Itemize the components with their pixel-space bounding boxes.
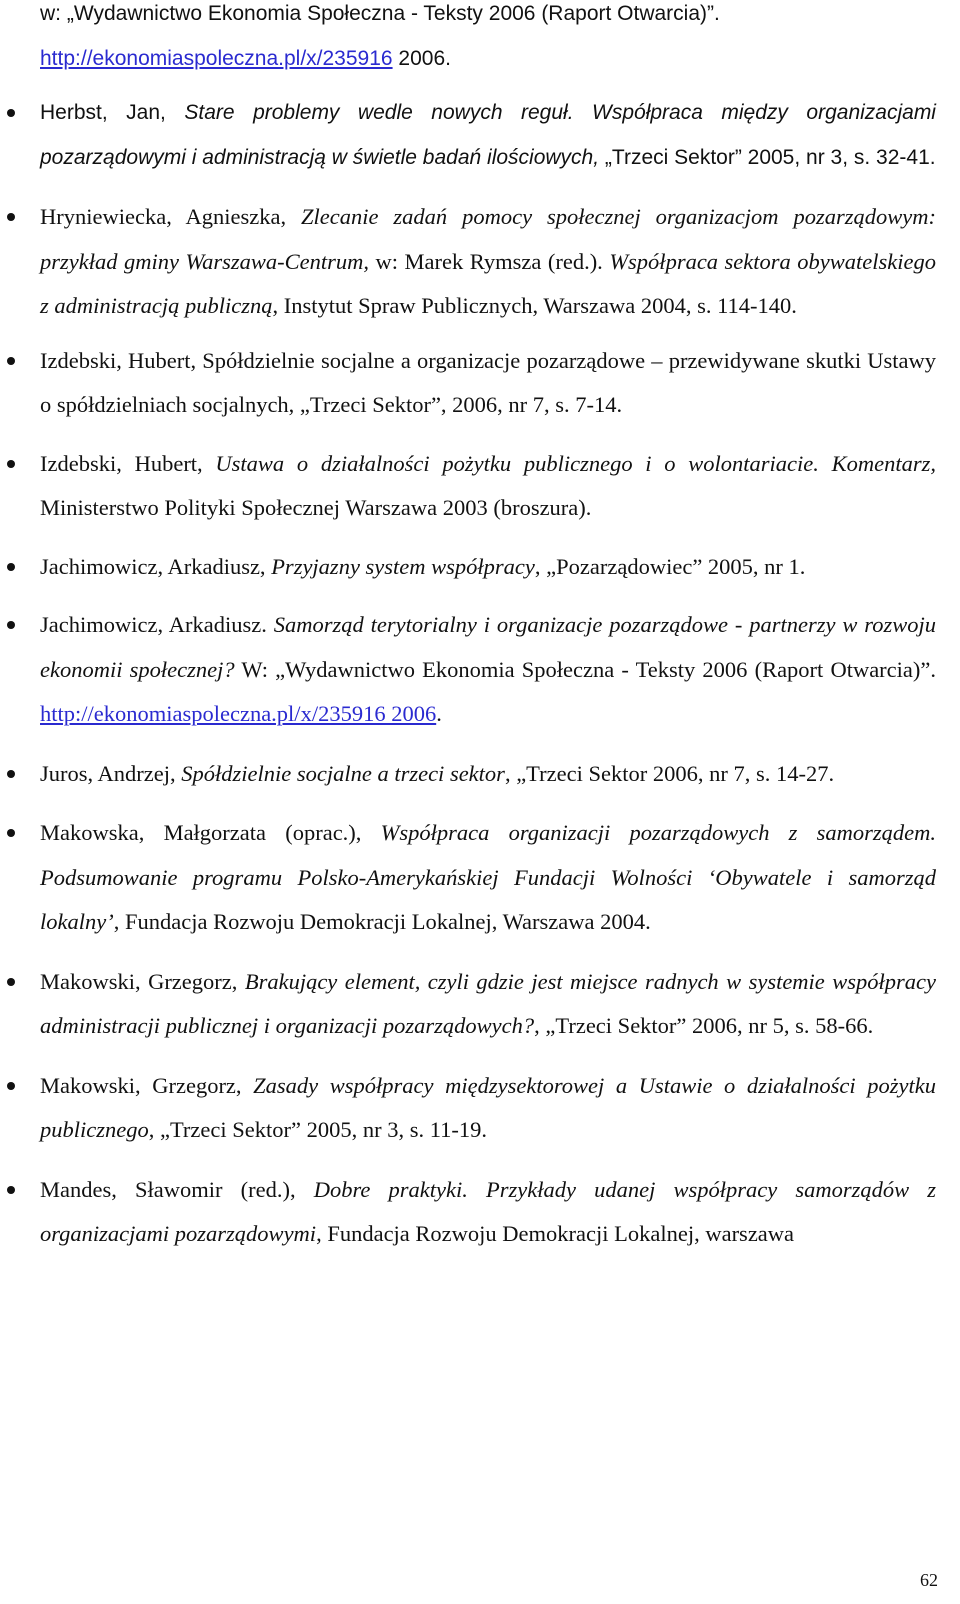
reference-item: Izdebski, Hubert, Ustawa o działalności pożytku publicznego i o wolontariacie. Komentarz, Ministerstwo Polityki Społecznej Warszawa 2003 (broszura). [40, 442, 936, 531]
reference-item: Makowski, Grzegorz, Brakujący element, czyli gdzie jest miejsce radnych w systemie współpracy administracji publicznej i organizacji pozarządowych?, „Trzeci Sektor” 2006, nr 5, s. 58-66. [40, 960, 936, 1049]
reference-title: Samorząd terytorialny i organizacje pozarządowe - partnerzy w rozwoju ekonomii społecznej? [40, 612, 936, 682]
reference-item: Hryniewiecka, Agnieszka, Zlecanie zadań pomocy społecznej organizacjom pozarządowym: przykład gminy Warszawa-Centrum, w: Marek Rymsza (red.). Współpraca sektora obywatelskiego z administracją publiczną, Instytut Spraw Publicznych, Warszawa 2004, s. 114-140. [40, 195, 936, 329]
reference-title: Zasady współpracy międzysektorowej a Ustawie o działalności pożytku publicznego [40, 1072, 936, 1142]
reference-item: Herbst, Jan, Stare problemy wedle nowych reguł. Współpraca między organizacjami pozarządowymi i administracją w świetle badań ilościowych, „Trzeci Sektor” 2005, nr 3, s. 32-41. [40, 91, 936, 180]
bullet-icon [7, 1082, 15, 1090]
reference-title: Ustawa o działalności pożytku publicznego i o wolontariacie. Komentarz, [215, 450, 936, 476]
reference-link[interactable]: http://ekonomiaspoleczna.pl/x/235916 2006 [40, 701, 437, 726]
bullet-icon [7, 213, 15, 221]
reference-item: Mandes, Sławomir (red.), Dobre praktyki. Przykłady udanej współpracy samorządów z organizacjami pozarządowymi, Fundacja Rozwoju Demokracji Lokalnej, warszawa [40, 1168, 936, 1257]
reference-title: Dobre praktyki. Przykłady udanej współpracy samorządów z organizacjami pozarządowymi [40, 1176, 936, 1246]
reference-item: Juros, Andrzej, Spółdzielnie socjalne a trzeci sektor, „Trzeci Sektor 2006, nr 7, s. 14-27. [40, 752, 936, 797]
bullet-icon [7, 978, 15, 986]
reference-title: Współpraca organizacji pozarządowych z samorządem. Podsumowanie programu Polsko-Amerykańskiej Fundacji Wolności ‘Obywatele i samorząd lokalny’ [40, 820, 936, 934]
bullet-icon [7, 563, 15, 571]
page-number: 62 [920, 1570, 938, 1590]
bullet-icon [7, 1186, 15, 1194]
reference-item: Jachimowicz, Arkadiusz, Przyjazny system współpracy, „Pozarządowiec” 2005, nr 1. [40, 545, 936, 590]
reference-title: Stare problemy wedle nowych reguł. Współpraca między organizacjami pozarządowymi i administracją w świetle badań ilościowych, [40, 101, 936, 169]
reference-list [40, 91, 936, 1270]
reference-item: Makowski, Grzegorz, Zasady współpracy międzysektorowej a Ustawie o działalności pożytku publicznego, „Trzeci Sektor” 2005, nr 3, s. 11-19. [40, 1064, 936, 1153]
continuation-tail: 2006. [392, 46, 451, 70]
bullet-icon [7, 770, 15, 778]
bullet-icon [7, 460, 15, 468]
reference-title: Brakujący element, czyli gdzie jest miejsce radnych w systemie współpracy administracji publicznej i organizacji pozarządowych? [40, 968, 936, 1038]
reference-continuation [40, 0, 936, 81]
reference-title: Przyjazny system współpracy [271, 553, 535, 579]
reference-title: Spółdzielnie socjalne a trzeci sektor [181, 760, 505, 786]
bullet-icon [7, 357, 15, 365]
continuation-text: w: „Wydawnictwo Ekonomia Społeczna - Teksty 2006 (Raport Otwarcia)”. [40, 2, 720, 25]
continuation-link[interactable]: http://ekonomiaspoleczna.pl/x/235916 [40, 46, 393, 70]
reference-item: Jachimowicz, Arkadiusz. Samorząd terytorialny i organizacje pozarządowe - partnerzy w rozwoju ekonomii społecznej? W: „Wydawnictwo Ekonomia Społeczna - Teksty 2006 (Raport Otwarcia)”. http://ekonomiaspoleczna.pl/x/235916 2006. [40, 603, 936, 737]
bullet-icon [7, 109, 15, 117]
reference-item: Izdebski, Hubert, Spółdzielnie socjalne a organizacje pozarządowe – przewidywane skutki Ustawy o spółdzielniach socjalnych, „Trzeci Sektor”, 2006, nr 7, s. 7-14. [40, 339, 936, 428]
bullet-icon [7, 621, 15, 629]
bullet-icon [7, 829, 15, 837]
reference-title: Współpraca sektora obywatelskiego z administracją publiczną [40, 248, 936, 318]
reference-item: Makowska, Małgorzata (oprac.), Współpraca organizacji pozarządowych z samorządem. Podsumowanie programu Polsko-Amerykańskiej Fundacji Wolności ‘Obywatele i samorząd lokalny’, Fundacja Rozwoju Demokracji Lokalnej, Warszawa 2004. [40, 811, 936, 945]
reference-title: Zlecanie zadań pomocy społecznej organizacjom pozarządowym: przykład gminy Warszawa-Centrum, [40, 204, 936, 274]
